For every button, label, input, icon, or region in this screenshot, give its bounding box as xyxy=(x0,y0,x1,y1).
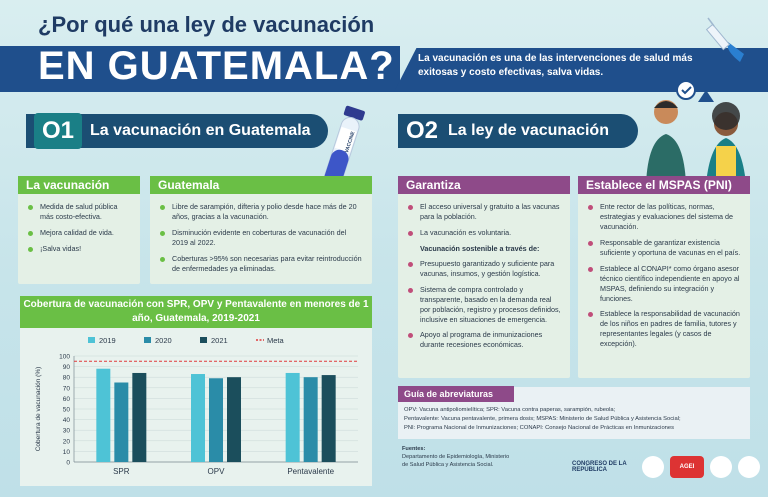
section-1-header xyxy=(26,114,328,148)
y-tick-label: 100 xyxy=(59,353,70,361)
sources-label: Fuentes: xyxy=(402,446,426,452)
list-item: Establece la responsabilidad de vacunación de los niños en padres de familia, tutores y representantes legales (y casos de excepción). xyxy=(588,309,742,349)
legend-label: 2020 xyxy=(155,336,172,345)
coverage-chart xyxy=(20,296,372,486)
abbreviations-line: OPV: Vacuna antipoliomielítica; SPR: Vacuna contra paperas, sarampión, rubeola; xyxy=(404,407,616,413)
vial-label: VACCINE xyxy=(343,130,357,154)
section-2-header xyxy=(398,114,638,148)
list-item: Libre de sarampión, difteria y polio desde hace más de 20 años, gracias a la vacunación. xyxy=(160,202,364,222)
bar xyxy=(114,383,128,463)
card-vacunacion-title: La vacunación xyxy=(18,176,140,194)
bar xyxy=(322,375,336,462)
card-guatemala-title: Guatemala xyxy=(150,176,372,194)
sources-line: de Salud Pública y Asistencia Social. xyxy=(402,461,494,468)
syringe-icon xyxy=(700,14,752,64)
card-mspas-title: Establece el MSPAS (PNI) xyxy=(578,176,750,194)
list-item: ¡Salva vidas! xyxy=(28,244,132,254)
y-tick-label: 70 xyxy=(62,385,70,393)
logos-strip xyxy=(572,452,764,482)
y-axis-label: Cobertura de vacunación (%) xyxy=(35,366,42,452)
chart-plot xyxy=(20,328,372,486)
y-tick-label: 40 xyxy=(62,417,70,425)
card-guatemala xyxy=(150,176,372,284)
chart-title: Cobertura de vacunación con SPR, OPV y Pentavalente en menores de 1 año, Guatemala, 2019-2021 xyxy=(20,296,372,328)
card-garantiza-title: Garantiza xyxy=(398,176,570,194)
seal-logo xyxy=(642,456,664,478)
list-item: Coberturas >95% son necesarias para evitar reintroducción de enfermedades ya eliminadas. xyxy=(160,254,364,274)
seal-logo xyxy=(710,456,732,478)
sources xyxy=(402,446,509,469)
list-item: Apoyo al programa de inmunizaciones durante recesiones económicas. xyxy=(408,330,562,350)
card-mspas xyxy=(578,176,750,378)
abbreviations-line: Pentavalente: Vacuna pentavalente, primera dosis; MSPAS: Ministerio de Salud Pública y Asistencia Social; xyxy=(404,415,681,422)
legend-label: Meta xyxy=(267,336,284,345)
y-tick-label: 0 xyxy=(66,459,70,467)
header-country: EN GUATEMALA? xyxy=(38,44,395,88)
y-tick-label: 90 xyxy=(62,364,70,372)
legend-swatch xyxy=(200,337,207,343)
bar xyxy=(286,373,300,462)
list-item: Ente rector de las políticas, normas, estrategias y evaluaciones del sistema de vacunación. xyxy=(588,202,742,232)
list-item: Responsable de garantizar existencia suficiente y oportuna de vacunas en el país. xyxy=(588,238,742,258)
bar xyxy=(209,378,223,462)
bar xyxy=(227,377,241,462)
y-tick-label: 80 xyxy=(62,374,70,382)
list-item: Establece al CONAPI* como órgano asesor técnico científico independiente en apoyo al MSPAS, definiendo su integración y funciones. xyxy=(588,264,742,304)
sources-line: Departamento de Epidemiología, Ministerio xyxy=(402,453,510,460)
legend-label: 2021 xyxy=(211,336,228,345)
abbreviations-text xyxy=(404,406,744,433)
header-question: ¿Por qué una ley de vacunación xyxy=(38,12,375,37)
people-illustration xyxy=(636,76,764,184)
card-garantiza xyxy=(398,176,570,378)
bar xyxy=(96,369,110,462)
list-item: Medida de salud pública más costo-efectiva. xyxy=(28,202,132,222)
x-tick-label: OPV xyxy=(207,467,225,476)
y-tick-label: 10 xyxy=(62,448,70,456)
section-2-number: O2 xyxy=(406,117,439,144)
seal-logo xyxy=(738,456,760,478)
bar xyxy=(132,373,146,462)
agei-logo-text: AGEI xyxy=(679,464,695,470)
intro-text: La vacunación es una de las intervenciones de salud más exitosas y costo efectivas, salva vidas. xyxy=(418,53,693,78)
congreso-logo: CONGRESO DE LA REPÚBLICA xyxy=(572,461,627,473)
card-garantiza-subtitle: Vacunación sostenible a través de: xyxy=(420,243,540,253)
y-tick-label: 50 xyxy=(62,406,70,414)
bar xyxy=(191,374,205,462)
list-item: Mejora calidad de vida. xyxy=(28,228,132,238)
y-tick-label: 30 xyxy=(62,427,70,435)
legend-swatch xyxy=(144,337,151,343)
x-tick-label: SPR xyxy=(113,467,130,476)
list-item: El acceso universal y gratuito a las vacunas para la población. xyxy=(408,202,562,222)
abbreviations-title: Guía de abreviaturas xyxy=(398,386,514,402)
legend-label: 2019 xyxy=(99,336,116,345)
section-1-number: O1 xyxy=(34,113,82,149)
agei-logo xyxy=(670,456,704,478)
list-item: Disminución evidente en coberturas de vacunación del 2019 al 2022. xyxy=(160,228,364,248)
section-1-title: La vacunación en Guatemala xyxy=(90,122,311,139)
card-vacunacion xyxy=(18,176,140,284)
y-tick-label: 60 xyxy=(62,395,70,403)
list-item: Sistema de compra controlado y transparente, basado en la demanda real por población, registro y procesos definidos, inclusive en situaciones de emergencia. xyxy=(408,285,562,325)
y-tick-label: 20 xyxy=(62,438,70,446)
list-item: Presupuesto garantizado y suficiente para vacunas, insumos, y gestión logística. xyxy=(408,259,562,279)
bar xyxy=(304,377,318,462)
abbreviations-line: PNI: Programa Nacional de Inmunizaciones; CONAPI: Consejo Nacional de Prácticas en Inmunizaciones xyxy=(404,424,675,431)
legend-swatch xyxy=(88,337,95,343)
section-2-title: La ley de vacunación xyxy=(448,122,609,139)
x-tick-label: Pentavalente xyxy=(287,467,335,476)
list-item: La vacunación es voluntaria. xyxy=(408,228,562,238)
